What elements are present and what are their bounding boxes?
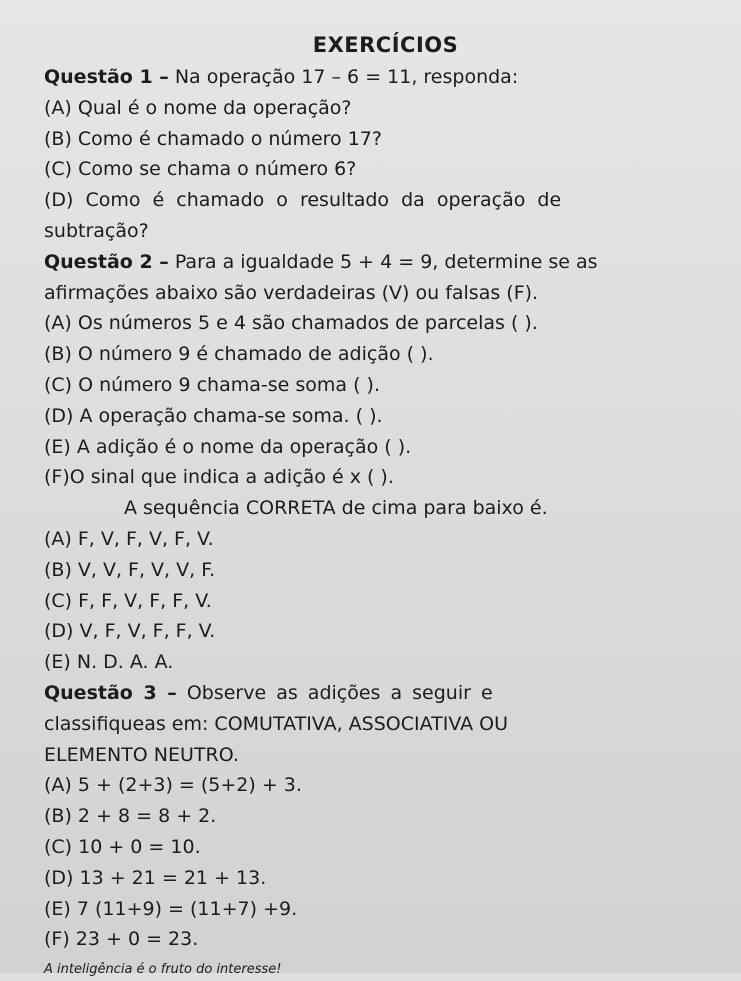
q1-item-d-cont: subtração? [44,219,149,242]
q2-option-e: (E) N. D. A. A. [44,651,174,674]
q1-intro-line [44,62,727,93]
q3-item-a: (A) 5 + (2+3) = (5+2) + 3. [44,774,302,797]
q3-intro-line [44,678,727,709]
q3-item-b: (B) 2 + 8 = 8 + 2. [44,805,217,828]
q2-statement-e: (E) A adição é o nome da operação ( ). [44,435,412,458]
q2-intro-cont: afirmações abaixo são verdadeiras (V) ou falsas (F). [44,281,539,304]
q1-item-c: (C) Como se chama o número 6? [44,158,357,181]
q3-intro: Observe as adições a seguir e [186,681,493,704]
q2-statement-c: (C) O número 9 chama-se soma ( ). [44,373,380,396]
question-1 [44,62,727,247]
q2-option-d: (D) V, F, V, F, F, V. [44,620,216,643]
q3-item-e: (E) 7 (11+9) = (11+7) +9. [44,897,298,920]
footer-quote: A inteligência é o fruto do interesse! [44,962,282,978]
q2-intro-line [44,247,727,278]
q1-item-b: (B) Como é chamado o número 17? [44,127,382,150]
q3-item-f: (F) 23 + 0 = 23. [44,928,199,951]
q1-item-d: (D) Como é chamado o resultado da operação de [44,189,562,212]
q1-label: Questão 1 – [44,66,169,88]
q2-label: Questão 2 – [44,250,169,273]
q2-statement-a: (A) Os números 5 e 4 são chamados de parcelas ( ). [44,312,538,335]
q2-statement-d: (D) A operação chama-se soma. ( ). [44,404,383,427]
question-3 [44,678,727,955]
q1-item-a: (A) Qual é o nome da operação? [44,96,352,119]
q3-intro-cont-2: ELEMENTO NEUTRO. [44,743,239,766]
q1-intro: Na operação 17 – 6 = 11, responda: [174,66,519,88]
q3-intro-cont: classifiqueas em: COMUTATIVA, ASSOCIATIVA OU [44,712,509,735]
q2-prompt: A sequência CORRETA de cima para baixo é. [124,497,548,520]
q2-option-a: (A) F, V, F, V, F, V. [44,527,214,550]
page-title: EXERCÍCIOS [312,33,459,57]
question-2 [44,247,727,678]
q2-option-b: (B) V, V, F, V, V, F. [44,558,216,581]
q3-item-c: (C) 10 + 0 = 10. [44,835,201,858]
q2-option-c: (C) F, F, V, F, F, V. [44,589,212,612]
q2-statement-f: (F)O sinal que indica a adição é x ( ). [44,466,394,489]
q3-item-d: (D) 13 + 21 = 21 + 13. [44,866,267,889]
q3-label: Questão 3 – [44,681,177,704]
q2-statement-b: (B) O número 9 é chamado de adição ( ). [44,343,434,366]
q2-intro: Para a igualdade 5 + 4 = 9, determine se as [174,250,598,273]
